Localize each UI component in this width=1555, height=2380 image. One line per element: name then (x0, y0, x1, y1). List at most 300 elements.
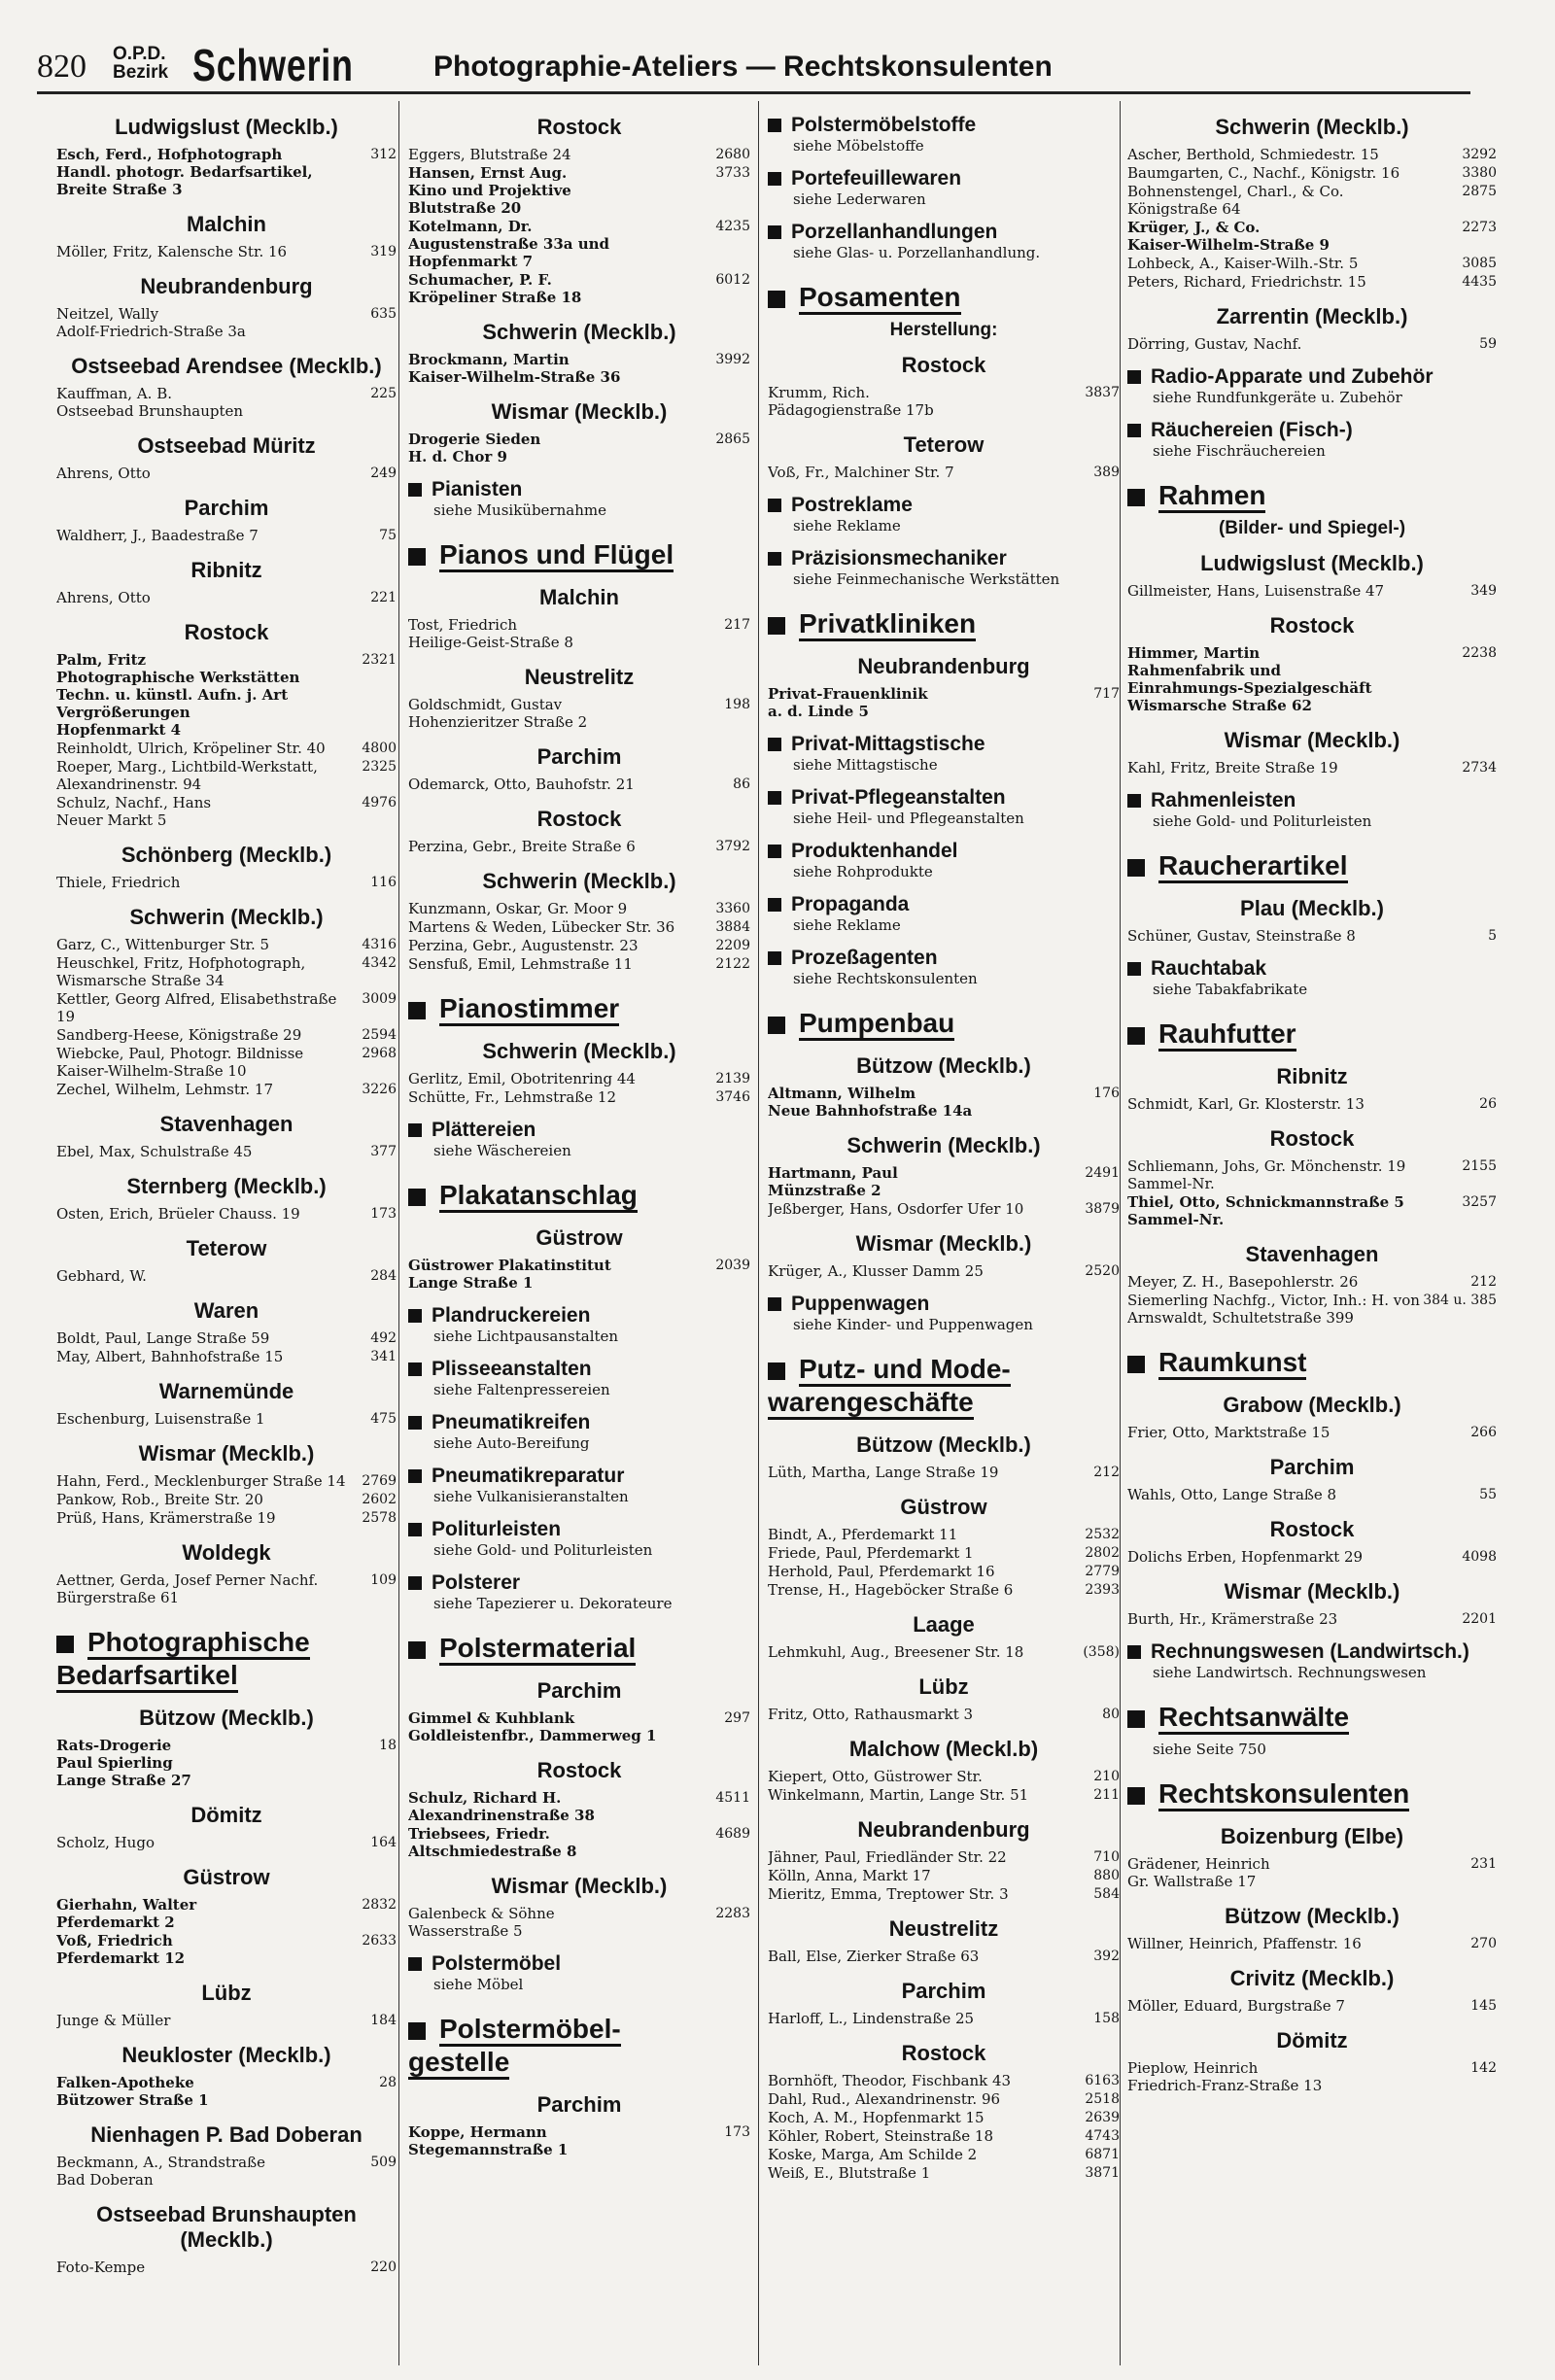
phone-number: 2520 (1085, 1263, 1120, 1279)
phone-number: 880 (1093, 1868, 1120, 1883)
listing-name: Dahl, Rud., Alexandrinenstr. 96 (768, 2090, 1001, 2108)
column-divider (1120, 101, 1121, 2365)
bullet-square-icon (768, 1297, 781, 1311)
cross-reference: siehe Vulkanisieranstalten (433, 1488, 629, 1505)
bullet-square-icon (408, 1641, 426, 1659)
phone-number: 212 (1093, 1465, 1120, 1480)
cross-reference: siehe Gold- und Politurleisten (1153, 812, 1372, 830)
listing-entry (56, 1081, 397, 1098)
bullet-square-icon (408, 1416, 422, 1430)
bullet-square-icon (408, 1523, 422, 1536)
phone-number: 184 (370, 2013, 397, 2028)
category-heading (408, 1466, 750, 1487)
phone-number: 4342 (362, 955, 397, 971)
listing-name: Brockmann, Martin Kaiser-Wilhelm-Straße 36 (408, 351, 621, 386)
major-category-label: Rechtsanwälte (1158, 1702, 1349, 1735)
major-category-label: Putz- und Mode- warengeschäfte (768, 1354, 1011, 1420)
listing-name: Lohbeck, A., Kaiser-Wilh.-Str. 5 (1127, 255, 1359, 272)
listing-name: Schulz, Richard H. Alexandrinenstraße 38 (408, 1789, 595, 1824)
place-heading: Malchow (Meckl.b) (848, 1737, 1039, 1761)
listing-entry (408, 271, 750, 306)
phone-number: 4098 (1462, 1549, 1497, 1565)
phone-number: 2802 (1085, 1545, 1120, 1561)
place-heading: Rostock (1269, 1517, 1355, 1541)
listing-name: Köhler, Robert, Steinstraße 18 (768, 2127, 993, 2145)
listing-name: Pieplow, Heinrich Friedrich-Franz-Straße 13 (1127, 2059, 1323, 2094)
place-heading: Warnemünde (158, 1379, 294, 1403)
listing-name: Zechel, Wilhelm, Lehmstr. 17 (56, 1081, 274, 1098)
place-heading: Crivitz (Mecklb.) (1229, 1966, 1395, 1990)
listing-name: Harloff, L., Lindenstraße 25 (768, 2010, 975, 2027)
listing-entry (768, 2109, 1120, 2126)
place-heading: Schwerin (Mecklb.) (1215, 115, 1409, 139)
listing-entry (56, 1834, 397, 1851)
category-heading (1127, 1641, 1497, 1663)
listing-name: Hartmann, Paul Münzstraße 2 (768, 1164, 898, 1199)
category-heading (768, 787, 1120, 809)
phone-number: 2238 (1462, 645, 1497, 661)
listing-entry (56, 1571, 397, 1606)
phone-number: 59 (1479, 336, 1497, 352)
phone-number: 3992 (715, 352, 750, 367)
phone-number: 717 (1093, 686, 1120, 702)
listing-name: Pankow, Rob., Breite Str. 20 (56, 1491, 263, 1508)
phone-number: 173 (724, 2124, 750, 2140)
phone-number: 2209 (715, 938, 750, 953)
phone-number: 3871 (1085, 2165, 1120, 2181)
bullet-square-icon (408, 1002, 426, 1019)
place-heading: Malchin (539, 585, 619, 609)
category-heading (408, 1305, 750, 1327)
category-heading (768, 222, 1120, 243)
listing-name: Martens & Weden, Lübecker Str. 36 (408, 918, 675, 936)
listing-entry (408, 218, 750, 270)
bullet-square-icon (768, 738, 781, 751)
listing-name: Odemarck, Otto, Bauhofstr. 21 (408, 776, 635, 793)
subheading: (Bilder- und Spiegel-) (1218, 518, 1406, 538)
phone-number: 319 (370, 244, 397, 259)
listing-entry (56, 1329, 397, 1347)
bullet-square-icon (768, 617, 785, 635)
listing-entry (408, 146, 750, 163)
place-heading: Rostock (536, 115, 622, 139)
category-heading (408, 1572, 750, 1594)
phone-number: 2968 (362, 1046, 397, 1061)
major-category-heading (408, 538, 750, 571)
phone-number: 145 (1470, 1998, 1497, 2014)
listing-entry (768, 1262, 1120, 1280)
phone-number: 2321 (362, 652, 397, 668)
place-heading: Neubrandenburg (857, 654, 1030, 678)
place-heading: Neustrelitz (888, 1916, 999, 1941)
listing-entry (56, 936, 397, 953)
category-label: Präzisionsmechaniker (791, 547, 1007, 569)
phone-number: 220 (370, 2259, 397, 2275)
phone-number: 2325 (362, 759, 397, 775)
place-heading: Ludwigslust (Mecklb.) (1200, 551, 1424, 575)
major-category-label: Rahmen (1158, 480, 1265, 513)
listing-name: Gierhahn, Walter Pferdemarkt 2 (56, 1896, 197, 1931)
column-divider (398, 101, 399, 2365)
phone-number: 2201 (1462, 1611, 1497, 1627)
phone-number: 3733 (715, 165, 750, 181)
category-heading (768, 948, 1120, 969)
category-label: Puppenwagen (791, 1293, 930, 1315)
phone-number: 3746 (715, 1089, 750, 1105)
listing-entry (56, 651, 397, 739)
listing-name: Scholz, Hugo (56, 1834, 155, 1851)
bullet-square-icon (408, 1576, 422, 1590)
phone-number: 2155 (1462, 1158, 1497, 1174)
bullet-square-icon (768, 791, 781, 805)
bullet-square-icon (768, 119, 781, 132)
listing-name: Hahn, Ferd., Mecklenburger Straße 14 (56, 1472, 346, 1490)
phone-number: 164 (370, 1835, 397, 1850)
phone-number: 4743 (1085, 2128, 1120, 2144)
place-heading: Bützow (Mecklb.) (1225, 1904, 1400, 1928)
place-heading: Bützow (Mecklb.) (139, 1706, 314, 1730)
phone-number: 217 (724, 617, 750, 633)
listing-name: Reinholdt, Ulrich, Kröpeliner Str. 40 (56, 740, 326, 757)
listing-name: Dörring, Gustav, Nachf. (1127, 335, 1302, 353)
cross-reference: siehe Rohprodukte (793, 863, 933, 880)
listing-entry (408, 838, 750, 855)
phone-number: 158 (1093, 2011, 1120, 2026)
place-heading: Teterow (186, 1236, 267, 1260)
listing-name: Thiele, Friedrich (56, 874, 181, 891)
listing-entry (1127, 1273, 1497, 1291)
listing-name: Kölln, Anna, Markt 17 (768, 1867, 931, 1884)
phone-number: 109 (370, 1572, 397, 1588)
bullet-square-icon (1127, 1356, 1145, 1373)
listing-entry (768, 1544, 1120, 1562)
place-heading: Schwerin (Mecklb.) (129, 905, 324, 929)
place-heading: Dömitz (190, 1803, 262, 1827)
listing-name: Lüth, Martha, Lange Straße 19 (768, 1464, 999, 1481)
bullet-square-icon (1127, 489, 1145, 506)
listing-name: Thiel, Otto, Schnickmannstraße 5 Sammel-Nr. (1127, 1193, 1404, 1228)
listing-entry (1127, 335, 1497, 353)
listing-entry (1127, 1095, 1497, 1113)
phone-number: 225 (370, 386, 397, 401)
phone-number: 26 (1479, 1096, 1497, 1112)
listing-name: Bindt, A., Pferdemarkt 11 (768, 1526, 958, 1543)
phone-number: 3257 (1462, 1194, 1497, 1210)
place-heading: Rostock (184, 620, 269, 644)
listing-entry (1127, 582, 1497, 600)
major-category-heading (408, 1632, 750, 1665)
listing-entry (56, 2012, 397, 2029)
listing-name: Fritz, Otto, Rathausmarkt 3 (768, 1706, 974, 1723)
place-heading: Güstrow (183, 1865, 270, 1889)
bullet-square-icon (768, 845, 781, 858)
category-heading (1127, 790, 1497, 811)
phone-number: 392 (1093, 1949, 1120, 1964)
listing-name: Perzina, Gebr., Breite Straße 6 (408, 838, 636, 855)
place-heading: Wismar (Mecklb.) (491, 1874, 668, 1898)
listing-entry (408, 616, 750, 651)
listing-name: Möller, Eduard, Burgstraße 7 (1127, 1997, 1345, 2015)
phone-number: 2532 (1085, 1527, 1120, 1542)
cross-reference: siehe Möbel (433, 1976, 524, 1993)
phone-number: 5 (1488, 928, 1497, 944)
major-category-heading (1127, 1777, 1497, 1811)
phone-number: 3879 (1085, 1201, 1120, 1217)
bullet-square-icon (408, 1309, 422, 1323)
listing-entry (408, 900, 750, 917)
listing-entry (56, 243, 397, 260)
phone-number: 2491 (1085, 1165, 1120, 1181)
listing-name: Osten, Erich, Brüeler Chauss. 19 (56, 1205, 300, 1223)
listing-name: Weiß, E., Blutstraße 1 (768, 2164, 931, 2182)
bullet-square-icon (408, 2022, 426, 2040)
bullet-square-icon (1127, 859, 1145, 877)
listing-entry (408, 431, 750, 466)
page-number: 820 (37, 49, 86, 85)
phone-number: 2273 (1462, 220, 1497, 235)
listing-entry (1127, 219, 1497, 254)
listing-name: Wiebcke, Paul, Photogr. Bildnisse Kaiser-Wilhelm-Straße 10 (56, 1045, 304, 1080)
place-heading: Waren (193, 1298, 259, 1323)
column-divider (758, 101, 759, 2365)
place-heading: Parchim (184, 496, 269, 520)
phone-number: 509 (370, 2155, 397, 2170)
listing-entry (408, 696, 750, 731)
major-category-label: Polstermöbel- gestelle (408, 2014, 621, 2080)
listing-name: Privat-Frauenklinik a. d. Linde 5 (768, 685, 928, 720)
listing-name: Eggers, Blutstraße 24 (408, 146, 571, 163)
category-label: Pneumatikreparatur (432, 1465, 625, 1487)
phone-number: 2139 (715, 1071, 750, 1087)
category-heading (768, 548, 1120, 569)
place-heading: Grabow (Mecklb.) (1223, 1393, 1401, 1417)
listing-name: Jähner, Paul, Friedländer Str. 22 (768, 1848, 1007, 1866)
category-label: Pianisten (432, 478, 523, 500)
listing-entry (56, 1267, 397, 1285)
listing-entry (1127, 273, 1497, 291)
phone-number: (358) (1083, 1644, 1120, 1660)
listing-name: Siemerling Nachfg., Victor, Inh.: H. von Arnswaldt, Schultetstraße 399 (1127, 1292, 1420, 1327)
cross-reference: siehe Heil- und Pflegeanstalten (793, 810, 1024, 827)
cross-reference: siehe Landwirtsch. Rechnungswesen (1153, 1664, 1427, 1681)
phone-number: 312 (370, 147, 397, 162)
listing-name: Baumgarten, C., Nachf., Königstr. 16 (1127, 164, 1400, 182)
opd-text: O.P.D. (113, 44, 166, 64)
bullet-square-icon (1127, 1027, 1145, 1045)
place-heading: Schwerin (Mecklb.) (482, 869, 676, 893)
phone-number: 4511 (715, 1790, 750, 1806)
phone-number: 3792 (715, 839, 750, 854)
listing-entry (1127, 255, 1497, 272)
listing-name: Drogerie Sieden H. d. Chor 9 (408, 431, 541, 466)
category-heading (768, 168, 1120, 190)
cross-reference: siehe Tabakfabrikate (1153, 981, 1308, 998)
listing-name: Peters, Richard, Friedrichstr. 15 (1127, 273, 1366, 291)
listing-name: Jeßberger, Hans, Osdorfer Ufer 10 (768, 1200, 1024, 1218)
phone-number: 2039 (715, 1258, 750, 1273)
phone-number: 270 (1470, 1936, 1497, 1951)
place-heading: Parchim (536, 744, 622, 769)
listing-name: Koch, A. M., Hopfenmarkt 15 (768, 2109, 985, 2126)
listing-entry (1127, 1997, 1497, 2015)
listing-entry (768, 1581, 1120, 1599)
major-category-label: Raumkunst (1158, 1347, 1306, 1380)
listing-entry (768, 1768, 1120, 1785)
bullet-square-icon (768, 552, 781, 566)
listing-name: Junge & Müller (56, 2012, 171, 2029)
listing-name: Triebsees, Friedr. Altschmiedestraße 8 (408, 1825, 577, 1860)
place-heading: Lübz (201, 1981, 252, 2005)
listing-name: Kunzmann, Oskar, Gr. Moor 9 (408, 900, 628, 917)
category-label: Rechnungswesen (Landwirtsch.) (1151, 1640, 1469, 1663)
cross-reference: siehe Reklame (793, 517, 901, 535)
listing-entry (1127, 927, 1497, 945)
opd-label (113, 45, 168, 82)
place-heading: Stavenhagen (159, 1112, 294, 1136)
listing-entry (56, 874, 397, 891)
major-category-heading (408, 2013, 750, 2079)
listing-name: Bornhöft, Theodor, Fischbank 43 (768, 2072, 1012, 2089)
column-4 (1127, 101, 1497, 2365)
major-category-heading (768, 1353, 1120, 1419)
listing-name: Herhold, Paul, Pferdemarkt 16 (768, 1563, 995, 1580)
listing-entry (768, 1464, 1120, 1481)
listing-entry (56, 146, 397, 198)
category-label: Propaganda (791, 893, 910, 915)
place-heading: Plau (Mecklb.) (1240, 896, 1384, 920)
major-category-label: Pianos und Flügel (439, 539, 674, 572)
listing-entry (1127, 1157, 1497, 1192)
listing-entry (56, 1410, 397, 1428)
place-heading: Nienhagen P. Bad Doberan (90, 2122, 363, 2147)
bullet-square-icon (1127, 370, 1141, 384)
phone-number: 18 (379, 1738, 397, 1753)
listing-entry (768, 685, 1120, 720)
phone-number: 389 (1093, 465, 1120, 480)
category-heading (408, 1953, 750, 1975)
place-heading: Teterow (903, 432, 985, 457)
listing-name: Perzina, Gebr., Augustenstr. 23 (408, 937, 639, 954)
major-category-heading (1127, 1018, 1497, 1051)
category-label: Plandruckereien (432, 1304, 591, 1327)
bullet-square-icon (1127, 1710, 1145, 1728)
phone-number: 2518 (1085, 2091, 1120, 2107)
place-heading: Rostock (536, 1758, 622, 1782)
place-heading: Wismar (Mecklb.) (855, 1231, 1032, 1256)
listing-name: Dolichs Erben, Hopfenmarkt 29 (1127, 1548, 1364, 1566)
listing-name: Himmer, Martin Rahmenfabrik und Einrahmungs-Spezialgeschäft Wismarsche Straße 62 (1127, 644, 1372, 714)
place-heading: Rostock (901, 2041, 986, 2065)
phone-number: 3884 (715, 919, 750, 935)
listing-name: Möller, Fritz, Kalensche Str. 16 (56, 243, 288, 260)
phone-number: 297 (724, 1710, 750, 1726)
listing-name: Ahrens, Otto (56, 589, 151, 606)
listing-name: Kiepert, Otto, Güstrower Str. (768, 1768, 983, 1785)
place-heading: Ostseebad Arendsee (Mecklb.) (71, 354, 382, 378)
listing-name: Ascher, Berthold, Schmiedestr. 15 (1127, 146, 1379, 163)
listing-name: Neitzel, Wally Adolf-Friedrich-Straße 3a (56, 305, 246, 340)
cross-reference: siehe Musikübernahme (433, 501, 606, 519)
category-label: Plisseeanstalten (432, 1358, 592, 1380)
listing-entry (768, 1848, 1120, 1866)
listing-name: Galenbeck & Söhne Wasserstraße 5 (408, 1905, 555, 1940)
listing-name: Schüner, Gustav, Steinstraße 8 (1127, 927, 1356, 945)
listing-name: Lehmkuhl, Aug., Breesener Str. 18 (768, 1643, 1024, 1661)
major-category-heading (1127, 479, 1497, 512)
listing-name: Heuschkel, Fritz, Hofphotograph, Wismarsche Straße 34 (56, 954, 306, 989)
category-heading (768, 894, 1120, 915)
phone-number: 211 (1093, 1787, 1120, 1803)
phone-number: 3009 (362, 991, 397, 1007)
category-heading (768, 841, 1120, 862)
place-heading: Dömitz (1276, 2028, 1348, 2052)
place-heading: Rostock (536, 807, 622, 831)
place-heading: Parchim (536, 1678, 622, 1703)
listing-name: Güstrower Plakatinstitut Lange Straße 1 (408, 1257, 611, 1292)
place-heading: Rostock (1269, 1126, 1355, 1151)
category-label: Privat-Pflegeanstalten (791, 786, 1006, 809)
place-heading: Güstrow (536, 1225, 623, 1250)
place-heading: Rostock (901, 353, 986, 377)
listing-entry (56, 305, 397, 340)
listing-name: Burth, Hr., Krämerstraße 23 (1127, 1610, 1338, 1628)
cross-reference: siehe Wäschereien (433, 1142, 571, 1159)
listing-entry (408, 1789, 750, 1824)
category-label: Polstermöbel (432, 1952, 562, 1975)
phone-number: 3837 (1085, 385, 1120, 400)
listing-entry (56, 1932, 397, 1967)
phone-number: 80 (1102, 1707, 1120, 1722)
listing-entry (768, 1706, 1120, 1723)
listing-entry (56, 527, 397, 544)
listing-name: Koske, Marga, Am Schilde 2 (768, 2146, 978, 2163)
listing-entry (56, 794, 397, 829)
listing-name: Schütte, Fr., Lehmstraße 12 (408, 1088, 617, 1106)
listing-entry (408, 776, 750, 793)
major-category-label: Rechtskonsulenten (1158, 1778, 1409, 1811)
listing-entry (768, 1885, 1120, 1903)
listing-name: Roeper, Marg., Lichtbild-Werkstatt, Alexandrinenstr. 94 (56, 758, 318, 793)
listing-entry (56, 954, 397, 989)
listing-entry (768, 1563, 1120, 1580)
listing-name: Kauffman, A. B. Ostseebad Brunshaupten (56, 385, 244, 420)
listing-entry (1127, 1193, 1497, 1228)
category-label: Räuchereien (Fisch-) (1151, 419, 1353, 441)
phone-number: 635 (370, 306, 397, 322)
phone-number: 2283 (715, 1906, 750, 1921)
place-heading: Parchim (1269, 1455, 1355, 1479)
listing-entry (408, 937, 750, 954)
phone-number: 266 (1470, 1425, 1497, 1440)
listing-name: Ebel, Max, Schulstraße 45 (56, 1143, 253, 1160)
listing-entry (56, 1896, 397, 1931)
bullet-square-icon (1127, 1645, 1141, 1659)
listing-entry (768, 2164, 1120, 2182)
place-heading: Stavenhagen (1245, 1242, 1379, 1266)
phone-number: 4800 (362, 741, 397, 756)
bullet-square-icon (408, 1957, 422, 1971)
phone-number: 173 (370, 1206, 397, 1222)
phone-number: 4435 (1462, 274, 1497, 290)
phone-number: 28 (379, 2075, 397, 2090)
place-heading: Neukloster (Mecklb.) (121, 2043, 331, 2067)
phone-number: 2875 (1462, 184, 1497, 199)
place-heading: Ribnitz (1276, 1064, 1348, 1088)
phone-number: 2393 (1085, 1582, 1120, 1598)
listing-name: Kahl, Fritz, Breite Straße 19 (1127, 759, 1338, 776)
listing-name: Schulz, Nachf., Hans Neuer Markt 5 (56, 794, 212, 829)
phone-number: 2639 (1085, 2110, 1120, 2125)
